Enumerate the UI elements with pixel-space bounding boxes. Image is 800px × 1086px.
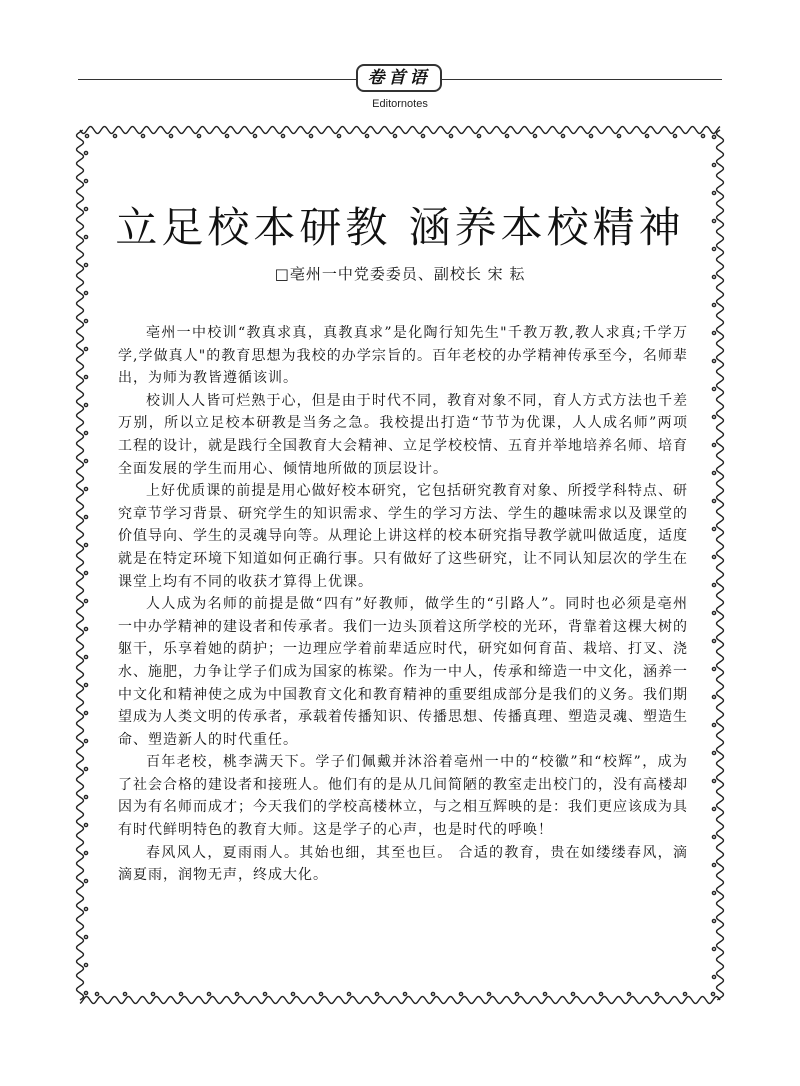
paragraph: 人人成为名师的前提是做“四有”好教师，做学生的“引路人”。同时也必须是亳州一中办学精神的建设者和传承者。我们一边头顶着这所学校的光环，背靠着这棵大树的躯干，乐享着她的荫护；一边理应学着前辈适应时代，研究如何育苗、栽培、打叉、浇水、施肥，力争让学子们成为国家的栋梁。作为一中人，传承和缔造一中文化，涵养一中文化和精神使之成为中国教育文化和教育精神的重要组成部分是我们的义务。我们期望成为人类文明的传承者，承载着传播知识、传播思想、传播真理、塑造灵魂、塑造生命、塑造新人的时代重任。 [118, 596, 688, 748]
vine-curl [431, 992, 434, 995]
vine-curl [197, 134, 200, 137]
vine-curl [449, 134, 452, 137]
vine-curl [712, 583, 715, 586]
vine-curl [645, 134, 648, 137]
vine-curl [84, 403, 87, 406]
vine-curl [712, 863, 715, 866]
vine-curl [84, 487, 87, 490]
vine-curl [712, 331, 715, 334]
vine-curl [319, 992, 322, 995]
paragraph: 校训人人皆可烂熟于心，但是由于时代不同，教育对象不同，育人方式方法也千差万别，所以立足校本研教是当务之急。我校提出打造“节节为优课，人人成名师”两项工程的设计，就是践行全国教育大会精神、立足学校校情、五育并举地培养名师、培育全面发展的学生而用心、倾情地所做的顶层设计。 [118, 392, 688, 477]
vine-curl [712, 919, 715, 922]
vine-curl [712, 443, 715, 446]
vine-curl [169, 134, 172, 137]
vine-curl [477, 134, 480, 137]
vine-curl [84, 375, 87, 378]
vine-curl [151, 992, 154, 995]
vine-curl [712, 947, 715, 950]
paragraph: 百年老校，桃李满天下。学子们佩戴并沐浴着亳州一中的“校徽”和“校辉”，成为了社会合格的建设者和接班人。他们有的是从几间简陋的教室走出校门的，没有高楼却因为有名师而成才；今天我们的学校高楼林立，与之相互辉映的是：我们更应该成为具有时代鲜明特色的教育大师。这是学子的心声，也是时代的呼唤！ [118, 754, 688, 839]
vine-curl [84, 291, 87, 294]
vine-curl [347, 992, 350, 995]
vine-curl [84, 991, 87, 994]
vine-curl [712, 667, 715, 670]
vine-curl [712, 499, 715, 502]
vine-curl [712, 415, 715, 418]
vine-curl [701, 134, 704, 137]
vine-curl [235, 992, 238, 995]
vine-curl [655, 992, 658, 995]
vine-curl [291, 992, 294, 995]
vine-curl [712, 135, 715, 138]
vine-curl [179, 992, 182, 995]
vine-curl [543, 992, 546, 995]
vine-curl [84, 711, 87, 714]
vine-curl [84, 319, 87, 322]
vine-curl [683, 992, 686, 995]
vine-curl [84, 599, 87, 602]
vine-curl [84, 683, 87, 686]
vine-curl [141, 134, 144, 137]
paragraph: 春风风人，夏雨雨人。其始也细，其至也巨。 合适的教育，贵在如缕缕春风，滴滴夏雨，润物无声，终成大化。 [118, 844, 688, 884]
vine-curl [84, 431, 87, 434]
vine-curl [207, 992, 210, 995]
vine-curl [225, 134, 228, 137]
vine-curl [712, 695, 715, 698]
vine-edge [80, 127, 720, 134]
vine-curl [712, 807, 715, 810]
vine-curl [712, 891, 715, 894]
vine-curl [712, 723, 715, 726]
vine-curl [84, 347, 87, 350]
vine-curl [84, 459, 87, 462]
column-subtitle: Editornotes [372, 98, 428, 110]
vine-curl [711, 992, 714, 995]
vine-curl [712, 527, 715, 530]
vine-curl [84, 515, 87, 518]
vine-curl [263, 992, 266, 995]
vine-edge [717, 130, 724, 1000]
vine-curl [712, 975, 715, 978]
vine-curl [712, 555, 715, 558]
vine-curl [84, 627, 87, 630]
vine-curl [84, 795, 87, 798]
vine-curl [95, 992, 98, 995]
vine-curl [571, 992, 574, 995]
article-body [118, 322, 688, 887]
vine-edge [80, 997, 720, 1004]
vine-curl [337, 134, 340, 137]
vine-curl [673, 134, 676, 137]
vine-edge [77, 130, 84, 1000]
vine-curl [365, 134, 368, 137]
vine-curl [84, 879, 87, 882]
article-title: 立足校本研教 涵养本校精神 [115, 203, 685, 252]
vine-curl [309, 134, 312, 137]
vine-curl [85, 134, 88, 137]
paragraph: 亳州一中校训“教真求真，真教真求”是化陶行知先生"千教万教,教人求真;千学万学,学做真人"的教育思想为我校的办学宗旨的。百年老校的办学精神传承至今，名师辈出，为师为教皆遵循该训。 [118, 325, 688, 387]
vine-curl [712, 779, 715, 782]
vine-curl [84, 851, 87, 854]
vine-curl [712, 639, 715, 642]
vine-curl [459, 992, 462, 995]
vine-curl [712, 387, 715, 390]
vine-curl [84, 543, 87, 546]
vine-curl [589, 134, 592, 137]
vine-curl [84, 655, 87, 658]
vine-curl [403, 992, 406, 995]
vine-curl [599, 992, 602, 995]
vine-curl [712, 611, 715, 614]
author-byline: □亳州一中党委委员、副校长 宋 耘 [274, 265, 526, 283]
vine-curl [84, 151, 87, 154]
vine-curl [84, 935, 87, 938]
vine-curl [561, 134, 564, 137]
vine-curl [281, 134, 284, 137]
vine-curl [84, 823, 87, 826]
column-badge-label: 卷首语 [367, 68, 431, 88]
vine-curl [123, 992, 126, 995]
vine-curl [533, 134, 536, 137]
vine-curl [712, 751, 715, 754]
vine-curl [515, 992, 518, 995]
vine-curl [84, 179, 87, 182]
vine-curl [712, 163, 715, 166]
vine-curl [84, 907, 87, 910]
vine-curl [84, 739, 87, 742]
vine-curl [84, 963, 87, 966]
vine-curl [487, 992, 490, 995]
vine-curl [393, 134, 396, 137]
paragraph: 上好优质课的前提是用心做好校本研究，它包括研究教育对象、所授学科特点、研究章节学习背景、研究学生的知识需求、学生的学习方法、学生的趣味需求以及课堂的价值导向、学生的灵魂导向等。从理论上讲这样的校本研究指导教学就叫做适度，适度就是在特定环境下知道如何正确行事。只有做好了这些研究，让不同认知层次的学生在课堂上均有不同的收获才算得上优课。 [118, 483, 688, 590]
vine-curl [712, 835, 715, 838]
vine-curl [712, 303, 715, 306]
vine-curl [375, 992, 378, 995]
vine-curl [84, 767, 87, 770]
vine-curl [627, 992, 630, 995]
vine-curl [84, 571, 87, 574]
vine-curl [712, 471, 715, 474]
vine-curl [253, 134, 256, 137]
vine-curl [712, 359, 715, 362]
vine-curl [505, 134, 508, 137]
vine-curl [113, 134, 116, 137]
vine-curl [421, 134, 424, 137]
vine-curl [617, 134, 620, 137]
